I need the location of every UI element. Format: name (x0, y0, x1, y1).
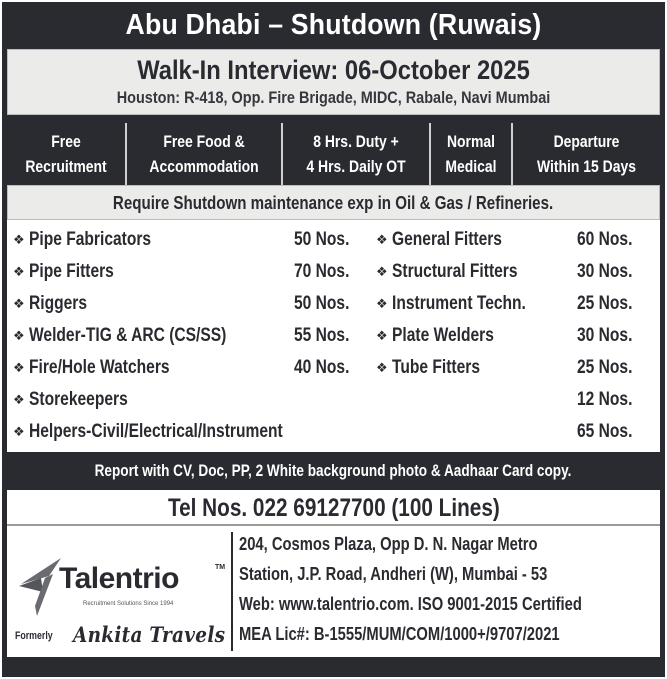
bullet-icon: ❖ (13, 360, 25, 375)
job-title: ❖ Instrument Techn. (376, 288, 555, 320)
mea-license: MEA Lic#: B-1555/MUM/COM/1000+/9707/2021 (239, 624, 560, 644)
job-count: 12 Nos. (577, 389, 633, 410)
bullet-icon: ❖ (13, 264, 25, 279)
job-title: ❖ Plate Welders (376, 320, 516, 352)
perk-medical: Normal Medical (431, 123, 513, 185)
trademark-mark: TM (215, 564, 226, 571)
job-row (7, 384, 660, 416)
job-title: ❖ Riggers (13, 288, 100, 320)
job-list (7, 220, 660, 452)
walkin-venue: Houston: R-418, Opp. Fire Brigade, MIDC, Rabale, Navi Mumbai (116, 88, 551, 107)
job-count: 70 Nos. (294, 261, 350, 282)
job-title: ❖ Welder-TIG & ARC (CS/SS) (13, 320, 270, 352)
bullet-icon: ❖ (13, 328, 25, 343)
job-row (7, 288, 660, 320)
ad-title: Abu Dhabi – Shutdown (Ruwais) (125, 9, 542, 41)
job-count: 50 Nos. (294, 229, 350, 250)
former-company-name: Ankita Travels (73, 622, 226, 647)
perk-duty-hours: 8 Hrs. Duty + 4 Hrs. Daily OT (283, 123, 431, 185)
job-title: ❖ Helpers-Civil/Electrical/Instrument (13, 416, 338, 448)
job-title: ❖ Tube Fitters (376, 352, 499, 384)
job-count: 55 Nos. (294, 325, 350, 346)
job-title: ❖ General Fitters (376, 224, 526, 256)
job-count: 65 Nos. (577, 421, 633, 442)
job-count: 25 Nos. (577, 357, 633, 378)
bullet-icon: ❖ (13, 392, 25, 407)
bullet-icon: ❖ (376, 264, 388, 279)
perk-departure: Departure Within 15 Days (536, 132, 637, 176)
company-name: Talentrio (59, 562, 179, 595)
address-line-1: 204, Cosmos Plaza, Opp D. N. Nagar Metro (239, 534, 538, 554)
bullet-icon: ❖ (13, 296, 25, 311)
job-title: ❖ Storekeepers (13, 384, 149, 416)
company-tagline: Recruitment Solutions Since 1994 (83, 601, 174, 607)
job-row (7, 416, 660, 448)
job-count: 25 Nos. (577, 293, 633, 314)
job-count: 30 Nos. (577, 261, 633, 282)
talentrio-logo-icon (19, 556, 63, 618)
perk-food-accommodation: Free Food & Accommodation (127, 123, 283, 185)
bullet-icon: ❖ (13, 424, 25, 439)
report-instructions: Report with CV, Doc, PP, 2 White background photo & Aadhaar Card copy. (95, 461, 572, 480)
bullet-icon: ❖ (376, 296, 388, 311)
job-row (7, 224, 660, 256)
address-line-2: Station, J.P. Road, Andheri (W), Mumbai - 53 (239, 564, 548, 584)
formerly-label: Formerly (15, 630, 53, 642)
walkin-heading: Walk-In Interview: 06-October 2025 (137, 55, 530, 85)
job-row (7, 352, 660, 384)
perk-free-recruitment: Free Recruitment (7, 123, 127, 185)
company-logo (7, 532, 233, 651)
job-title: ❖ Fire/Hole Watchers (13, 352, 200, 384)
job-count: 50 Nos. (294, 293, 350, 314)
job-count: 40 Nos. (294, 357, 350, 378)
walkin-section (7, 49, 660, 115)
bullet-icon: ❖ (376, 232, 388, 247)
job-row (7, 256, 660, 288)
bullet-icon: ❖ (13, 232, 25, 247)
company-address (233, 526, 660, 657)
job-row (7, 320, 660, 352)
footer (7, 526, 660, 657)
requirement-banner: Require Shutdown maintenance exp in Oil & Gas / Refineries. (7, 185, 660, 220)
telephone-numbers: Tel Nos. 022 69127700 (100 Lines) (7, 490, 660, 526)
job-count: 30 Nos. (577, 325, 633, 346)
web-iso-line: Web: www.talentrio.com. ISO 9001-2015 Certified (239, 594, 582, 614)
bullet-icon: ❖ (376, 360, 388, 375)
job-title: ❖ Pipe Fabricators (13, 224, 178, 256)
job-title: ❖ Pipe Fitters (13, 256, 132, 288)
perks-row (7, 115, 660, 185)
bullet-icon: ❖ (376, 328, 388, 343)
job-count: 60 Nos. (577, 229, 633, 250)
job-title: ❖ Structural Fitters (376, 256, 545, 288)
job-advertisement (2, 2, 665, 677)
